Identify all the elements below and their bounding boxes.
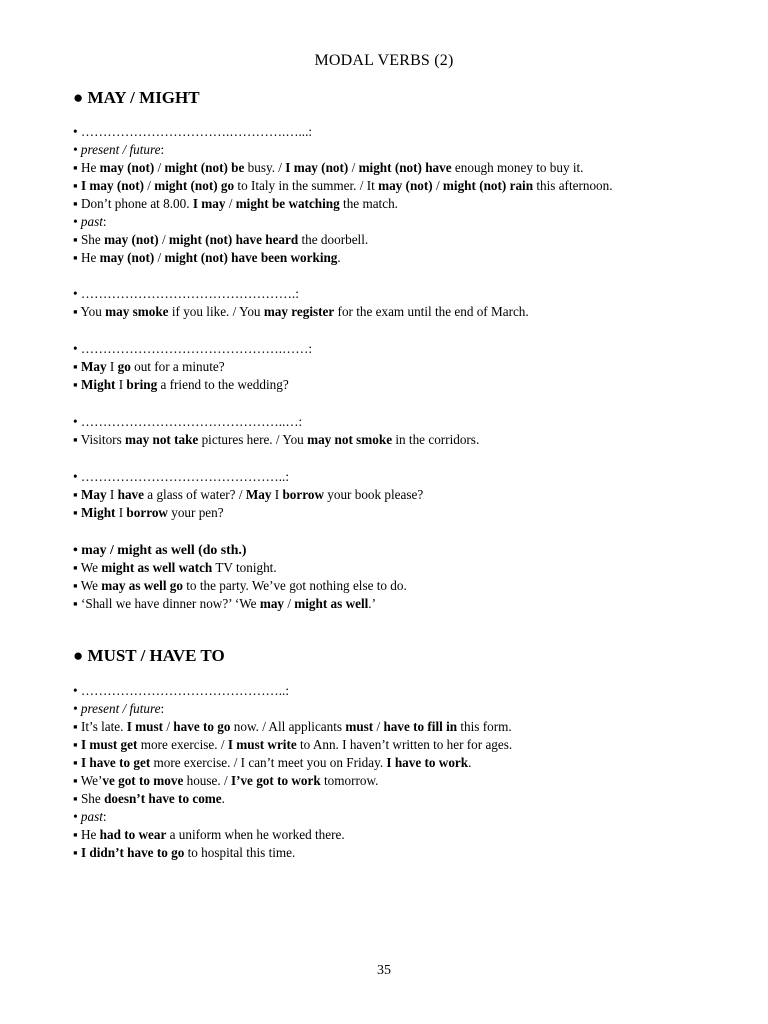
text-segment: I must get [80, 737, 138, 752]
text-segment: to hospital this time. [184, 845, 296, 860]
text-segment: a uniform when he worked there. [166, 827, 345, 842]
text-segment: your pen? [167, 505, 224, 520]
text-segment: in the corridors. [392, 432, 480, 447]
text-segment: / [284, 596, 295, 611]
text-segment: • ………………………………………….: [73, 286, 299, 301]
text-segment: ▪ [73, 505, 81, 520]
text-segment: • ……………………………………….……: [73, 341, 313, 356]
text-segment: / [225, 196, 236, 211]
page-number: 35 [377, 963, 391, 978]
text-segment: may not take [125, 432, 199, 447]
text-segment: • …………………………….………….…...: [73, 124, 313, 139]
text-segment: / [144, 178, 155, 193]
text-line [73, 682, 713, 700]
text-segment: I’ve got to work [230, 773, 321, 788]
text-segment: now. / All applicants [230, 719, 346, 734]
text-line [73, 772, 713, 790]
text-segment: May [80, 359, 107, 374]
text-segment: might as well [294, 596, 369, 611]
text-segment: ▪ She [73, 791, 105, 806]
text-line [73, 123, 713, 141]
text-segment: must [345, 719, 374, 734]
text-segment: borrow [126, 505, 168, 520]
text-segment: ▪ Don’t phone at 8.00. [73, 196, 193, 211]
text-segment: ▪ He [73, 160, 100, 175]
text-segment: I [115, 505, 127, 520]
text-segment: borrow [282, 487, 324, 502]
text-segment: ▪ We’ [73, 773, 103, 788]
text-segment: may [259, 596, 285, 611]
text-segment: .’ [368, 596, 376, 611]
text-segment: : [160, 701, 165, 716]
text-line [73, 486, 713, 504]
text-segment: might be watching [235, 196, 340, 211]
text-segment: • ………………………………………..: [73, 683, 289, 698]
section-heading-must-have-to: ● MUST / HAVE TO [73, 646, 225, 665]
text-segment: may not smoke [307, 432, 393, 447]
text-segment: might (not) be [164, 160, 245, 175]
text-line [73, 231, 713, 249]
text-segment: • ………………………………………..: [73, 469, 289, 484]
text-segment: for the exam until the end of March. [334, 304, 529, 319]
text-segment: I [106, 487, 118, 502]
text-segment: might (not) go [154, 178, 235, 193]
text-segment: ▪ [73, 755, 81, 770]
text-segment: have to go [173, 719, 231, 734]
text-segment: tomorrow. [320, 773, 379, 788]
text-segment: Might [80, 377, 116, 392]
text-segment: • present / future [73, 142, 161, 157]
text-segment: might (not) have heard [168, 232, 299, 247]
text-segment: a friend to the wedding? [157, 377, 289, 392]
text-line [73, 844, 713, 862]
text-line [73, 141, 713, 159]
text-segment: I may (not) [285, 160, 349, 175]
text-segment: I [106, 359, 118, 374]
text-segment: ▪ You [73, 304, 106, 319]
text-line [73, 790, 713, 808]
text-segment: to the party. We’ve got nothing else to do. [182, 578, 407, 593]
text-segment: I didn’t have to go [80, 845, 185, 860]
text-segment: the doorbell. [298, 232, 369, 247]
text-segment: have to fill in [383, 719, 458, 734]
text-segment: ▪ We [73, 560, 102, 575]
text-line [73, 159, 713, 177]
text-segment: • may / might as well (do sth.) [73, 542, 247, 557]
text-segment: ▪ [73, 377, 81, 392]
text-segment: to Ann. I haven’t written to her for ages. [296, 737, 513, 752]
text-line [73, 754, 713, 772]
text-segment: ▪ ‘Shall we have dinner now?’ ‘We [73, 596, 260, 611]
text-segment: may (not) [378, 178, 433, 193]
text-segment: if you like. / You [168, 304, 264, 319]
text-line [73, 177, 713, 195]
text-segment: I have to get [80, 755, 151, 770]
text-line [73, 358, 713, 376]
text-segment: ▪ [73, 737, 81, 752]
text-segment: I may (not) [80, 178, 144, 193]
text-segment: / [432, 178, 443, 193]
text-segment: house. / [183, 773, 231, 788]
text-segment: • ………………………………………..…: [73, 414, 303, 429]
text-segment: go [117, 359, 131, 374]
text-segment: . [337, 250, 341, 265]
text-segment: ve got to move [102, 773, 184, 788]
text-segment: • present / future [73, 701, 161, 716]
text-segment: more exercise. / I can’t meet you on Friday. [150, 755, 387, 770]
text-segment: I must [126, 719, 164, 734]
text-line [73, 559, 713, 577]
text-segment: your book please? [323, 487, 424, 502]
text-segment: bring [126, 377, 158, 392]
text-segment: might (not) have [358, 160, 452, 175]
text-segment: ▪ He [73, 827, 100, 842]
text-segment: may smoke [105, 304, 169, 319]
text-segment: might (not) have been working [164, 250, 338, 265]
text-segment: May [245, 487, 272, 502]
text-segment: • past [73, 809, 103, 824]
text-segment: • past [73, 214, 103, 229]
text-segment: ▪ Visitors [73, 432, 126, 447]
text-segment: might as well watch [101, 560, 213, 575]
text-line [73, 413, 713, 431]
text-segment: out for a minute? [130, 359, 225, 374]
text-segment: ▪ She [73, 232, 105, 247]
text-segment: ▪ We [73, 578, 102, 593]
text-line [73, 595, 713, 613]
text-segment: I [271, 487, 283, 502]
text-segment: / [348, 160, 359, 175]
text-segment: doesn’t have to come [104, 791, 222, 806]
text-line [73, 195, 713, 213]
text-segment: TV tonight. [212, 560, 277, 575]
text-segment: : [160, 142, 165, 157]
text-segment: ▪ [73, 845, 81, 860]
text-line [73, 340, 713, 358]
text-segment: I have to work [386, 755, 469, 770]
text-segment: may as well go [101, 578, 183, 593]
text-segment: may (not) [99, 160, 155, 175]
text-segment: busy. / [244, 160, 286, 175]
text-line [73, 468, 713, 486]
text-segment: / [158, 232, 169, 247]
text-line [73, 431, 713, 449]
text-segment: a glass of water? / [144, 487, 246, 502]
text-segment: the match. [339, 196, 398, 211]
text-segment: : [102, 809, 107, 824]
section-body-must-have-to [73, 682, 713, 862]
text-segment: more exercise. / [137, 737, 228, 752]
page-title: MODAL VERBS (2) [314, 52, 454, 69]
text-segment: Might [80, 505, 116, 520]
text-segment: ▪ He [73, 250, 100, 265]
text-line [73, 826, 713, 844]
text-line [73, 700, 713, 718]
text-line [73, 808, 713, 826]
text-segment: ▪ [73, 178, 81, 193]
text-line [73, 249, 713, 267]
text-segment: this afternoon. [533, 178, 613, 193]
text-line [73, 504, 713, 522]
text-segment: this form. [457, 719, 512, 734]
subsection-heading [73, 541, 713, 559]
text-segment: may (not) [99, 250, 155, 265]
text-line [73, 213, 713, 231]
text-segment: may register [263, 304, 335, 319]
text-segment: to Italy in the summer. / It [234, 178, 379, 193]
text-segment: ▪ [73, 359, 81, 374]
text-segment: : [102, 214, 107, 229]
section-heading-may-might: ● MAY / MIGHT [73, 88, 200, 107]
text-segment: / [163, 719, 174, 734]
text-line [73, 303, 713, 321]
text-segment: might (not) rain [442, 178, 534, 193]
text-segment: may (not) [104, 232, 159, 247]
text-segment: had to wear [99, 827, 167, 842]
text-segment: pictures here. / You [198, 432, 308, 447]
text-segment: . [468, 755, 472, 770]
text-segment: I may [192, 196, 226, 211]
text-segment: May [80, 487, 107, 502]
text-segment: / [154, 250, 165, 265]
text-segment: ▪ It’s late. [73, 719, 127, 734]
section-body-may-might [73, 123, 713, 613]
text-segment: have [117, 487, 144, 502]
text-line [73, 376, 713, 394]
text-segment: . [221, 791, 225, 806]
text-line [73, 577, 713, 595]
text-segment: / [154, 160, 165, 175]
text-segment: I [115, 377, 127, 392]
text-segment: / [373, 719, 384, 734]
text-segment: enough money to buy it. [451, 160, 584, 175]
text-line [73, 285, 713, 303]
text-line [73, 718, 713, 736]
text-segment: I must write [227, 737, 297, 752]
text-line [73, 736, 713, 754]
text-segment: ▪ [73, 487, 81, 502]
